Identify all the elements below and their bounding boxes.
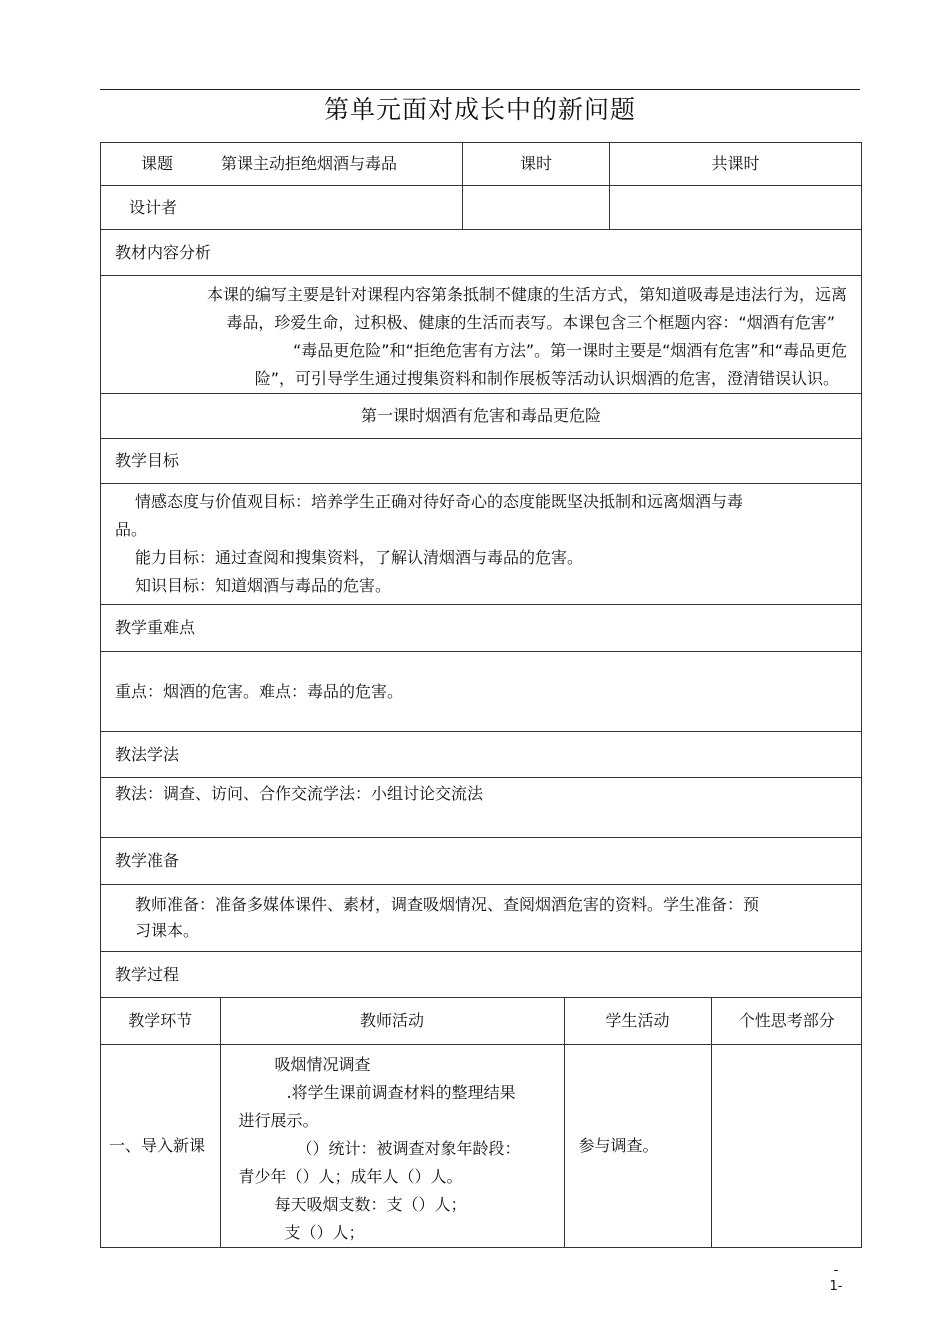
teacher-line-2: .将学生课前调查材料的整理结果: [286, 1082, 516, 1102]
prep-heading-row: [101, 838, 862, 885]
col-stage-header: 教学环节: [101, 998, 220, 1044]
page-number: [826, 1263, 846, 1295]
process-table: [101, 998, 862, 1247]
designer-empty-1: [463, 186, 610, 230]
teacher-line-5: 青少年（）人；成年人（）人。: [238, 1166, 463, 1186]
analysis-line-2: 毒品，珍爱生命，过积极、健康的生活而表写。本课包含三个框题内容：“烟酒有危害”: [226, 313, 835, 332]
process-heading: 教学过程: [101, 952, 862, 998]
analysis-line-3: “毒品更危险”和“拒绝危害有方法”。第一课时主要是“烟酒有危害”和“毒品更危: [292, 341, 847, 360]
analysis-body: [101, 276, 862, 394]
prep-heading: 教学准备: [101, 838, 862, 885]
process-heading-row: [101, 952, 862, 998]
designer-label: 设计者: [101, 186, 463, 230]
page-number-value: 1-: [829, 1279, 843, 1294]
keypoints-body: 重点：烟酒的危害。难点：毒品的危害。: [101, 652, 862, 732]
course-cell: [101, 143, 463, 186]
teacher-line-7: 支（）人；: [284, 1222, 365, 1242]
analysis-heading: 教材内容分析: [101, 230, 862, 276]
lesson-title: 第一课时烟酒有危害和毒品更危险: [101, 394, 862, 439]
process-table-row: [101, 998, 862, 1248]
goal-emotion-line-2: 品。: [115, 520, 148, 539]
page-number-dash: -: [833, 1263, 839, 1278]
analysis-line-4: 险”，可引导学生通过搜集资料和制作展板等活动认识烟酒的危害，澄清错误认识。: [254, 369, 839, 388]
keypoints-heading: 教学重难点: [101, 605, 862, 652]
student-activity: 参与调查。: [564, 1044, 711, 1247]
page-title: 第单元面对成长中的新问题: [323, 95, 636, 124]
stage-intro: [101, 1044, 220, 1247]
col-student-header: 学生活动: [564, 998, 711, 1044]
teacher-line-6: 每天吸烟支数：支（）人；: [274, 1194, 467, 1214]
teacher-line-3: 进行展示。: [238, 1110, 319, 1130]
stage-intro-text: 一、导入新课: [109, 1135, 206, 1155]
keypoints-heading-row: [101, 605, 862, 652]
period-value: 共课时: [610, 143, 862, 186]
analysis-line-1: 本课的编写主要是针对课程内容第条抵制不健康的生活方式，第知道吸毒是违法行为，远离: [206, 285, 847, 304]
teacher-activity: [220, 1044, 564, 1247]
teacher-line-4: （）统计：被调查对象年龄段：: [296, 1138, 521, 1158]
process-row-1: [101, 1044, 862, 1247]
goal-emotion-line-1: 情感态度与价值观目标：培养学生正确对待好奇心的态度能既坚决抵制和远离烟酒与毒: [135, 492, 744, 511]
course-value: 第课主动拒绝烟酒与毒品: [221, 154, 398, 173]
analysis-heading-row: [101, 230, 862, 276]
goals-body: [101, 484, 862, 605]
process-container: [101, 998, 862, 1248]
prep-line-1: 教师准备：准备多媒体课件、素材，调查吸烟情况、查阅烟酒危害的资料。学生准备：预: [135, 895, 760, 914]
lesson-plan-table: [100, 142, 862, 1248]
teacher-line-1: 吸烟情况调查: [274, 1054, 371, 1074]
goals-body-row: [101, 484, 862, 605]
prep-body-row: [101, 885, 862, 952]
keypoints-body-row: [101, 652, 862, 732]
process-header-row: [101, 998, 862, 1044]
prep-line-2: 习课本。: [135, 921, 200, 940]
methods-body: 教法：调查、访问、合作交流学法：小组讨论交流法: [101, 778, 862, 838]
top-rule: [100, 89, 860, 90]
goal-knowledge: 知识目标：知道烟酒与毒品的危害。: [135, 576, 392, 595]
goal-ability: 能力目标：通过查阅和搜集资料，了解认清烟酒与毒品的危害。: [135, 548, 584, 567]
course-label: 课题: [141, 154, 174, 173]
designer-empty-2: [610, 186, 862, 230]
prep-body: [101, 885, 862, 952]
col-teacher-header: 教师活动: [220, 998, 564, 1044]
goals-heading: 教学目标: [101, 439, 862, 484]
thinking-cell: [711, 1044, 862, 1247]
goals-heading-row: [101, 439, 862, 484]
analysis-body-row: [101, 276, 862, 394]
period-label: 课时: [463, 143, 610, 186]
methods-heading: 教法学法: [101, 732, 862, 778]
header-row-designer: [101, 186, 862, 230]
col-thinking-header: 个性思考部分: [711, 998, 862, 1044]
methods-heading-row: [101, 732, 862, 778]
header-row-course: [101, 143, 862, 186]
methods-body-row: [101, 778, 862, 838]
lesson-title-row: [101, 394, 862, 439]
